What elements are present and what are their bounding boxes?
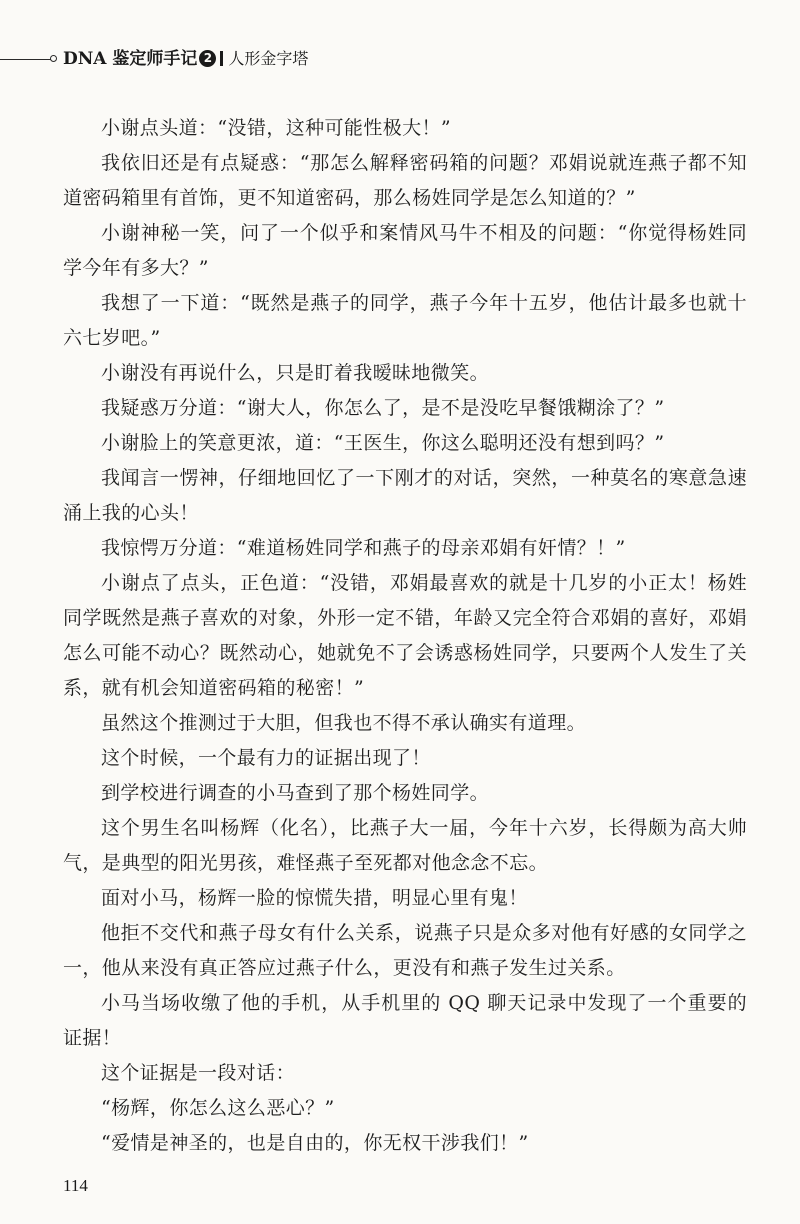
paragraph: 小谢脸上的笑意更浓，道：“王医生，你这么聪明还没有想到吗？” [101,432,665,454]
paragraph: 虽然这个推测过于大胆，但我也不得不承认确实有道理。 [101,712,587,734]
paragraph: “杨辉，你怎么这么恶心？” [101,1097,335,1119]
volume-number-badge: 2 [199,50,216,67]
book-subtitle: 人形金字塔 [228,49,309,68]
paragraph: 这个男生名叫杨辉（化名），比燕子大一届，今年十六岁，长得颇为高大帅气，是典型的阳光男孩，难怪燕子至死都对他念念不忘。 [63,817,747,874]
paragraph: 小谢没有再说什么，只是盯着我暧昧地微笑。 [101,362,490,384]
header-rule [0,59,52,60]
paragraph: 到学校进行调查的小马查到了那个杨姓同学。 [101,782,490,804]
paragraph: 小马当场收缴了他的手机，从手机里的 QQ 聊天记录中发现了一个重要的证据！ [63,992,747,1049]
paragraph: “爱情是神圣的，也是自由的，你无权干涉我们！” [101,1132,529,1154]
paragraph: 面对小马，杨辉一脸的惊慌失措，明显心里有鬼！ [101,887,528,909]
header-circle-icon [50,55,57,62]
page-number: 114 [63,1176,88,1195]
header-title-line [63,44,308,74]
paragraph: 我惊愕万分道：“难道杨姓同学和燕子的母亲邓娟有奸情？！” [101,537,626,559]
body-text [63,111,747,1161]
paragraph: 我依旧还是有点疑惑：“那怎么解释密码箱的问题？邓娟说就连燕子都不知道密码箱里有首饰，更不知道密码，那么杨姓同学是怎么知道的？” [63,152,747,209]
paragraph: 小谢点了点头，正色道：“没错，邓娟最喜欢的就是十几岁的小正太！杨姓同学既然是燕子喜欢的对象，外形一定不错，年龄又完全符合邓娟的喜好，邓娟怎么可能不动心？既然动心，她就免不了会诱惑杨姓同学，只要两个人发生了关系，就有机会知道密码箱的秘密！” [63,572,747,699]
paragraph: 小谢点头道：“没错，这种可能性极大！” [101,117,452,139]
paragraph: 这个证据是一段对话： [101,1062,296,1084]
paragraph: 我疑惑万分道：“谢大人，你怎么了，是不是没吃早餐饿糊涂了？” [101,397,665,419]
paragraph: 他拒不交代和燕子母女有什么关系，说燕子只是众多对他有好感的女同学之一，他从来没有真正答应过燕子什么，更没有和燕子发生过关系。 [63,922,747,979]
paragraph: 小谢神秘一笑，问了一个似乎和案情风马牛不相及的问题：“你觉得杨姓同学今年有多大？” [63,222,747,279]
paragraph: 我想了一下道：“既然是燕子的同学，燕子今年十五岁，他估计最多也就十六七岁吧。” [63,292,747,349]
running-header [0,44,800,74]
header-separator [220,51,223,66]
paragraph: 这个时候，一个最有力的证据出现了！ [101,747,431,769]
book-title: DNA 鉴定师手记 [63,49,198,69]
paragraph: 我闻言一愣神，仔细地回忆了一下刚才的对话，突然，一种莫名的寒意急速涌上我的心头！ [63,467,747,524]
